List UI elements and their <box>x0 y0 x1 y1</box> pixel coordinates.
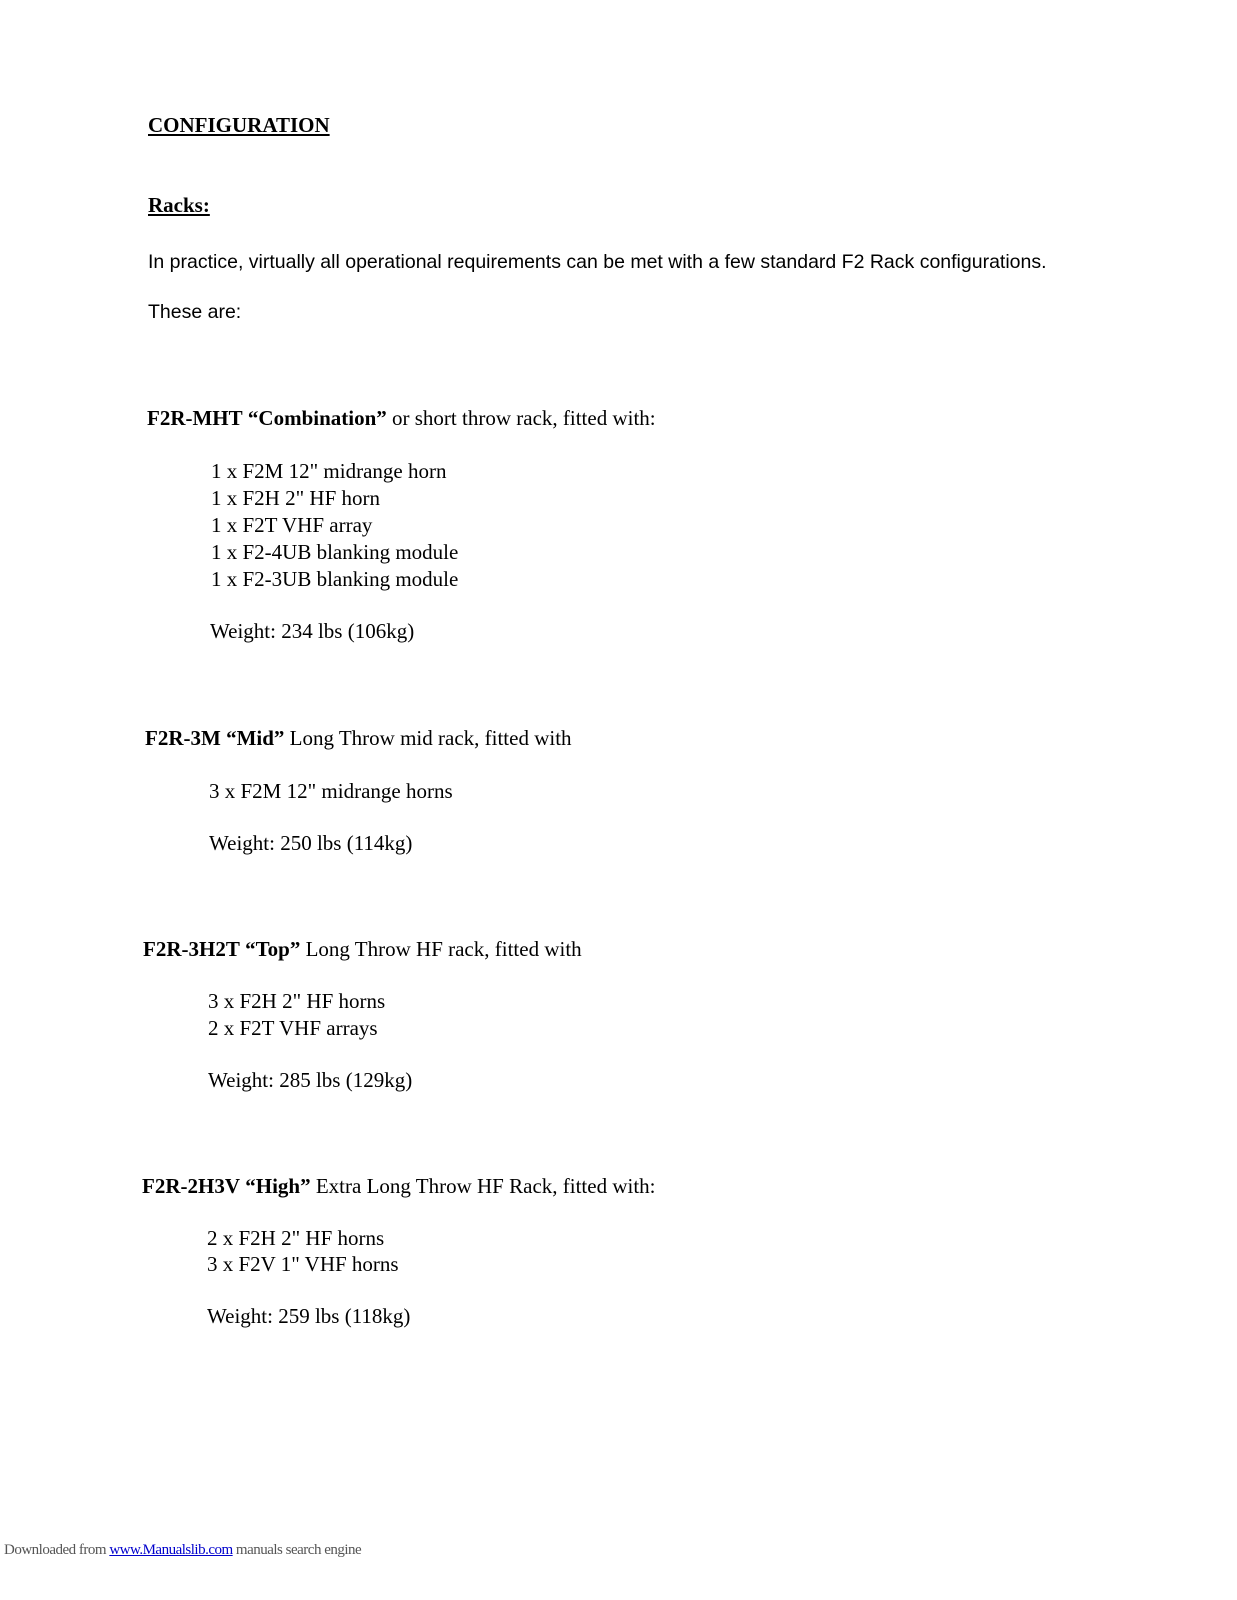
intro-lead-in: These are: <box>148 301 242 323</box>
rack-description: Long Throw mid rack, fitted with <box>284 726 572 750</box>
list-item: 2 x F2H 2" HF horns <box>207 1226 385 1250</box>
rack-nickname: “Top” <box>245 937 301 961</box>
rack-model: F2R-3H2T <box>143 937 240 961</box>
list-item: 1 x F2M 12" midrange horn <box>211 459 447 483</box>
rack-model: F2R-3M <box>145 726 221 750</box>
list-item: 3 x F2H 2" HF horns <box>208 989 386 1013</box>
footer-suffix: manuals search engine <box>232 1542 362 1558</box>
list-item: 3 x F2M 12" midrange horns <box>209 779 453 803</box>
rack-heading-f2r-3h2t <box>143 937 582 961</box>
page-title: CONFIGURATION <box>148 113 330 137</box>
rack-weight: Weight: 234 lbs (106kg) <box>210 619 415 643</box>
rack-heading-f2r-2h3v <box>142 1174 656 1198</box>
rack-description: Extra Long Throw HF Rack, fitted with: <box>310 1174 656 1198</box>
list-item: 1 x F2-4UB blanking module <box>211 540 459 564</box>
list-item: 1 x F2T VHF array <box>211 513 373 537</box>
section-heading-racks: Racks: <box>148 193 210 217</box>
rack-nickname: “Combination” <box>247 406 387 430</box>
rack-heading-f2r-mht <box>147 406 656 430</box>
rack-description: Long Throw HF rack, fitted with <box>300 937 582 961</box>
rack-description: or short throw rack, fitted with: <box>386 406 656 430</box>
manualslib-link[interactable]: www.Manualslib.com <box>109 1542 233 1558</box>
rack-model: F2R-MHT <box>147 406 243 430</box>
list-item: 3 x F2V 1" VHF horns <box>207 1252 399 1276</box>
list-item: 2 x F2T VHF arrays <box>208 1016 378 1040</box>
rack-weight: Weight: 259 lbs (118kg) <box>207 1304 411 1328</box>
rack-nickname: “High” <box>245 1174 311 1198</box>
rack-weight: Weight: 285 lbs (129kg) <box>208 1068 413 1092</box>
rack-heading-f2r-3m <box>145 726 572 750</box>
download-footer <box>4 1541 361 1559</box>
list-item: 1 x F2H 2" HF horn <box>211 486 381 510</box>
list-item: 1 x F2-3UB blanking module <box>211 567 459 591</box>
footer-prefix: Downloaded from <box>4 1542 110 1558</box>
rack-model: F2R-2H3V <box>142 1174 240 1198</box>
rack-nickname: “Mid” <box>226 726 285 750</box>
intro-paragraph: In practice, virtually all operational requirements can be met with a few standard F2 Rack configurations. <box>148 251 1047 273</box>
rack-weight: Weight: 250 lbs (114kg) <box>209 831 413 855</box>
